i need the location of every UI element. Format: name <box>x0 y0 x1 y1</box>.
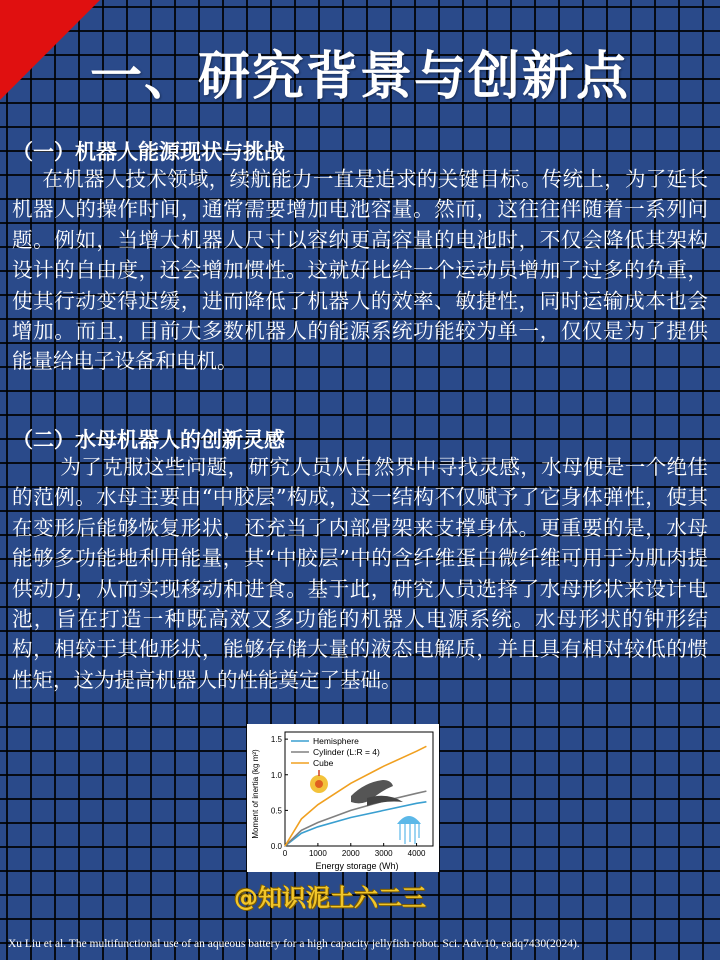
section1-body: 在机器人技术领域，续航能力一直是追求的关键目标。传统上，为了延长机器人的操作时间，通常需要增加电池容量。然而，这往往伴随着一系列问题。例如，当增大机器人尺寸以容纳更高容量的电池时，不仅会降低其架构设计的自由度，还会增加惯性。这就好比给一个运动员增加了过多的负重，使其行动变得迟缓，进而降低了机器人的效率、敏捷性，同时运输成本也会增加。而且，目前大多数机器人的能源系统功能较为单一，仅仅是为了提供能量给电子设备和电机。 <box>12 167 708 374</box>
y-axis-label: Moment of inertia (kg m²) <box>251 749 260 839</box>
legend-cube: Cube <box>313 758 334 768</box>
x-axis-label: Energy storage (Wh) <box>315 861 399 871</box>
watermark: @知识泥土六二三 <box>234 884 426 912</box>
x-tick-label: 2000 <box>341 849 360 858</box>
section2-body: 为了克服这些问题，研究人员从自然界中寻找灵感，水母便是一个绝佳的范例。水母主要由“中胶层”构成，这一结构不仅赋予了它身体弹性，使其在变形后能够恢复形状，还充当了内部骨架来支撑身体。更重要的是，水母能够多功能地利用能量，其“中胶层”中的含纤维蛋白微纤维可用于为肌肉提供动力，从而实现移动和进食。基于此，研究人员选择了水母形状来设计电池，旨在打造一种既高效又多功能的机器人电源系统。水母形状的钟形结构，相较于其他形状，能够存储大量的液态电解质，并且具有相对较低的惯性矩，这为提高机器人的性能奠定了基础。 <box>12 455 708 692</box>
section1-heading: （一）机器人能源现状与挑战 <box>12 139 285 164</box>
section1-paragraph <box>12 164 708 377</box>
section2-paragraph <box>12 452 708 695</box>
blue-jellyfish-icon <box>397 816 421 844</box>
legend <box>291 736 380 768</box>
legend-cylinder: Cylinder (L:R = 4) <box>313 747 380 757</box>
page-title: 一、研究背景与创新点 <box>89 47 630 107</box>
x-tick-label: 0 <box>282 849 288 858</box>
y-tick-label: 0.5 <box>270 806 282 816</box>
y-tick-label: 0.0 <box>270 842 282 851</box>
x-tick-label: 1000 <box>308 849 327 858</box>
y-tick-label: 1.5 <box>270 735 282 745</box>
section2-heading: （二）水母机器人的创新灵感 <box>12 427 285 452</box>
robot-illustration <box>351 780 403 806</box>
y-tick-label: 1.0 <box>270 770 282 780</box>
citation: Xu Liu et al. The multifunctional use of an aqueous battery for a high capacity jellyfish robot. Sci. Adv.10, eadq7430(2024). <box>8 938 580 950</box>
legend-hemisphere: Hemisphere <box>313 736 359 746</box>
x-tick-label: 4000 <box>407 849 426 858</box>
inertia-chart <box>247 724 439 872</box>
inertia-figure <box>247 724 439 872</box>
x-tick-label: 3000 <box>374 849 393 858</box>
sun-jellyfish-icon <box>310 770 328 793</box>
